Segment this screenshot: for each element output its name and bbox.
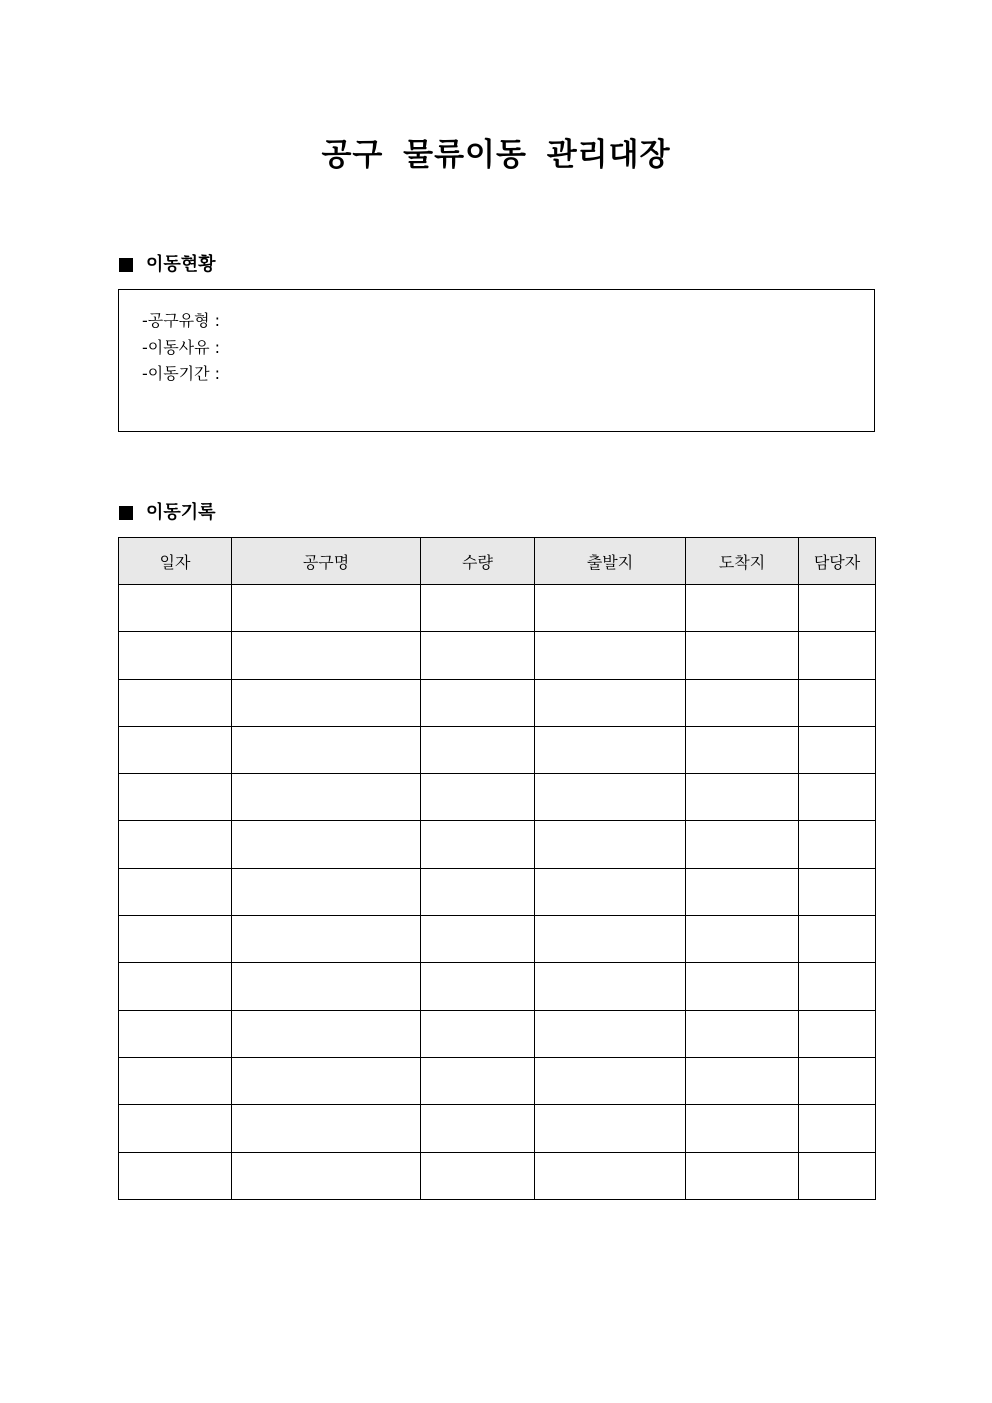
cell-quantity[interactable] (421, 679, 535, 726)
section-heading-records (118, 500, 216, 526)
cell-manager[interactable] (799, 585, 876, 632)
cell-tool-name[interactable] (232, 916, 421, 963)
cell-quantity[interactable] (421, 963, 535, 1010)
cell-destination[interactable] (686, 1010, 799, 1057)
cell-origin[interactable] (535, 1105, 686, 1152)
column-header-destination: 도착지 (686, 538, 799, 585)
table-row (119, 1152, 876, 1199)
cell-date[interactable] (119, 679, 232, 726)
cell-tool-name[interactable] (232, 774, 421, 821)
cell-quantity[interactable] (421, 1152, 535, 1199)
table-row (119, 821, 876, 868)
cell-tool-name[interactable] (232, 632, 421, 679)
records-table (118, 537, 876, 1200)
cell-origin[interactable] (535, 774, 686, 821)
cell-quantity[interactable] (421, 1010, 535, 1057)
column-header-origin: 출발지 (535, 538, 686, 585)
cell-origin[interactable] (535, 585, 686, 632)
square-bullet-icon (119, 506, 133, 520)
cell-quantity[interactable] (421, 726, 535, 773)
cell-tool-name[interactable] (232, 726, 421, 773)
cell-destination[interactable] (686, 585, 799, 632)
cell-tool-name[interactable] (232, 679, 421, 726)
page-title: 공구 물류이동 관리대장 (321, 137, 671, 173)
cell-date[interactable] (119, 585, 232, 632)
cell-destination[interactable] (686, 774, 799, 821)
cell-origin[interactable] (535, 821, 686, 868)
cell-destination[interactable] (686, 726, 799, 773)
cell-manager[interactable] (799, 963, 876, 1010)
section-heading-label: 이동현황 (146, 254, 216, 275)
cell-tool-name[interactable] (232, 1057, 421, 1104)
status-line-move-period: -이동기간 : (142, 364, 226, 383)
cell-quantity[interactable] (421, 585, 535, 632)
table-row (119, 679, 876, 726)
cell-destination[interactable] (686, 1152, 799, 1199)
cell-tool-name[interactable] (232, 963, 421, 1010)
table-row (119, 632, 876, 679)
cell-manager[interactable] (799, 821, 876, 868)
cell-tool-name[interactable] (232, 1010, 421, 1057)
cell-destination[interactable] (686, 679, 799, 726)
table-row (119, 1105, 876, 1152)
table-row (119, 1010, 876, 1057)
cell-origin[interactable] (535, 726, 686, 773)
status-lines (142, 308, 225, 388)
cell-quantity[interactable] (421, 774, 535, 821)
cell-origin[interactable] (535, 679, 686, 726)
table-row (119, 726, 876, 773)
cell-manager[interactable] (799, 1152, 876, 1199)
cell-tool-name[interactable] (232, 868, 421, 915)
cell-quantity[interactable] (421, 916, 535, 963)
table-row (119, 774, 876, 821)
status-line-tool-type: -공구유형 : (142, 311, 226, 330)
cell-destination[interactable] (686, 1105, 799, 1152)
records-table-body (119, 585, 876, 1200)
cell-tool-name[interactable] (232, 585, 421, 632)
cell-origin[interactable] (535, 1010, 686, 1057)
cell-date[interactable] (119, 963, 232, 1010)
table-row (119, 585, 876, 632)
square-bullet-icon (119, 258, 133, 272)
cell-origin[interactable] (535, 916, 686, 963)
cell-quantity[interactable] (421, 868, 535, 915)
cell-tool-name[interactable] (232, 821, 421, 868)
cell-date[interactable] (119, 916, 232, 963)
table-row (119, 1057, 876, 1104)
cell-destination[interactable] (686, 868, 799, 915)
cell-quantity[interactable] (421, 1105, 535, 1152)
cell-origin[interactable] (535, 1057, 686, 1104)
cell-manager[interactable] (799, 1057, 876, 1104)
cell-quantity[interactable] (421, 821, 535, 868)
cell-manager[interactable] (799, 679, 876, 726)
status-box (118, 289, 875, 432)
cell-date[interactable] (119, 774, 232, 821)
cell-origin[interactable] (535, 1152, 686, 1199)
table-row (119, 916, 876, 963)
cell-manager[interactable] (799, 916, 876, 963)
status-line-move-reason: -이동사유 : (142, 337, 226, 357)
column-header-date: 일자 (119, 538, 232, 585)
cell-destination[interactable] (686, 821, 799, 868)
section-heading-status (118, 252, 216, 278)
cell-tool-name[interactable] (232, 1152, 421, 1199)
cell-origin[interactable] (535, 963, 686, 1010)
cell-date[interactable] (119, 1105, 232, 1152)
cell-date[interactable] (119, 1057, 232, 1104)
column-header-manager: 담당자 (799, 538, 876, 585)
cell-quantity[interactable] (421, 632, 535, 679)
cell-manager[interactable] (799, 1010, 876, 1057)
cell-tool-name[interactable] (232, 1105, 421, 1152)
table-row (119, 963, 876, 1010)
section-heading-label: 이동기록 (146, 502, 216, 523)
cell-manager[interactable] (799, 774, 876, 821)
cell-manager[interactable] (799, 1105, 876, 1152)
cell-date[interactable] (119, 868, 232, 915)
cell-date[interactable] (119, 821, 232, 868)
table-row (119, 868, 876, 915)
cell-manager[interactable] (799, 632, 876, 679)
column-header-tool-name: 공구명 (232, 538, 421, 585)
cell-origin[interactable] (535, 632, 686, 679)
cell-manager[interactable] (799, 726, 876, 773)
cell-origin[interactable] (535, 868, 686, 915)
cell-date[interactable] (119, 1010, 232, 1057)
cell-date[interactable] (119, 726, 232, 773)
cell-destination[interactable] (686, 916, 799, 963)
cell-date[interactable] (119, 1152, 232, 1199)
cell-destination[interactable] (686, 963, 799, 1010)
cell-destination[interactable] (686, 632, 799, 679)
column-header-quantity: 수량 (421, 538, 535, 585)
table-header-row (119, 538, 876, 585)
cell-manager[interactable] (799, 868, 876, 915)
cell-quantity[interactable] (421, 1057, 535, 1104)
cell-destination[interactable] (686, 1057, 799, 1104)
cell-date[interactable] (119, 632, 232, 679)
